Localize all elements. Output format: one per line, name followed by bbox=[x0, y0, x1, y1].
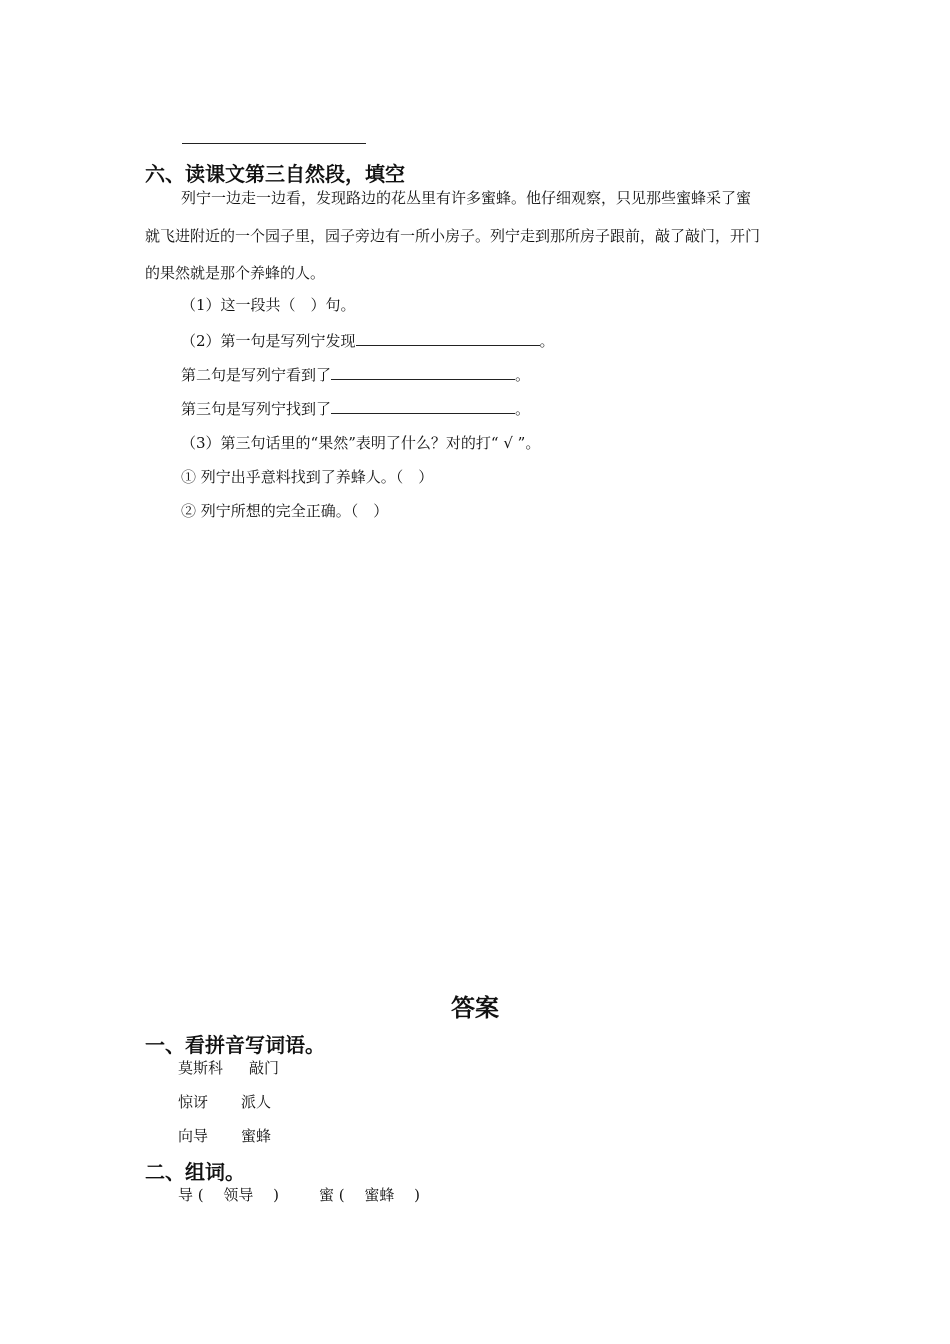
answer-word: 派人 bbox=[241, 1093, 272, 1111]
question-3: （3）第三句话里的“果然”表明了什么？对的打“ √ ”。 bbox=[181, 434, 541, 452]
period: 。 bbox=[515, 366, 531, 384]
answer-word: 敲门 bbox=[249, 1059, 280, 1077]
answer-word: 蜜蜂 bbox=[241, 1127, 272, 1145]
question-2-line-3 bbox=[181, 398, 530, 419]
question-2-line-3-prefix: 第三句是写列宁找到了 bbox=[181, 400, 332, 418]
answers-section1-heading: 一、看拼音写词语。 bbox=[145, 1033, 325, 1057]
period: 。 bbox=[539, 332, 555, 350]
answer-word: 莫斯科 bbox=[178, 1059, 224, 1077]
answers-title: 答案 bbox=[451, 994, 499, 1022]
answer-word: 惊讶 bbox=[178, 1093, 209, 1111]
fill-blank-3[interactable] bbox=[331, 399, 515, 414]
answers-section2-heading: 二、组词。 bbox=[145, 1160, 245, 1184]
option-1: ① 列宁出乎意料找到了养蜂人。（ ） bbox=[181, 468, 434, 486]
passage-line-2: 就飞进附近的一个园子里，园子旁边有一所小房子。列宁走到那所房子跟前，敲了敲门，开门 bbox=[145, 227, 761, 245]
fill-blank-2[interactable] bbox=[331, 365, 515, 380]
section6-heading: 六、读课文第三自然段，填空 bbox=[145, 162, 405, 186]
question-2-line-2-prefix: 第二句是写列宁看到了 bbox=[181, 366, 332, 384]
passage-line-1: 列宁一边走一边看，发现路边的花丛里有许多蜜蜂。他仔细观察，只见那些蜜蜂采了蜜 bbox=[181, 189, 752, 207]
answer-blank-line bbox=[182, 143, 366, 144]
question-2-line-1 bbox=[181, 330, 555, 351]
answer-word: 向导 bbox=[178, 1127, 209, 1145]
answer-compound-1: 导 ( 领导 ) bbox=[178, 1186, 280, 1204]
answer-compound-2: 蜜 ( 蜜蜂 ) bbox=[319, 1186, 421, 1204]
period: 。 bbox=[515, 400, 531, 418]
question-1: （1）这一段共（ ）句。 bbox=[181, 296, 356, 314]
question-2-prefix: （2）第一句是写列宁发现 bbox=[181, 332, 356, 350]
option-2: ② 列宁所想的完全正确。（ ） bbox=[181, 502, 389, 520]
passage-line-3: 的果然就是那个养蜂的人。 bbox=[145, 264, 326, 282]
question-2-line-2 bbox=[181, 364, 530, 385]
fill-blank-1[interactable] bbox=[356, 331, 540, 346]
